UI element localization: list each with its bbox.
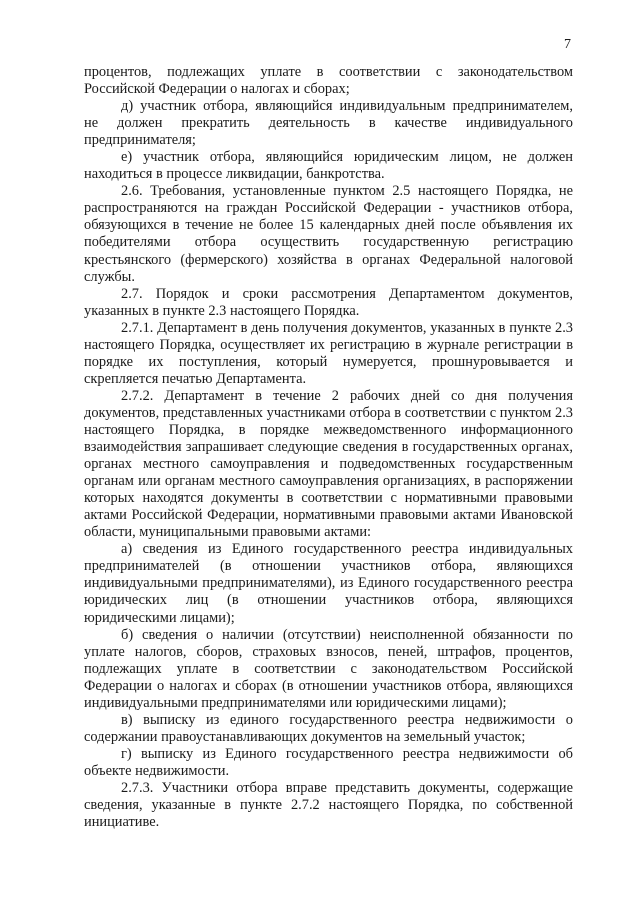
paragraph-item-d: д) участник отбора, являющийся индивидуальным предпринимателем, не должен прекратить деятельность в качестве индивидуального предпринимателя;	[84, 98, 573, 149]
paragraph-2-6: 2.6. Требования, установленные пунктом 2.5 настоящего Порядка, не распространяются на граждан Российской Федерации - участников отбора, обязующихся в течение не более 15 календарных дней после объявления их победителями отбора осуществить государственную регистрацию крестьянского (фермерского) хозяйства в органах Федеральной налоговой службы.	[84, 183, 573, 285]
paragraph-item-e: е) участник отбора, являющийся юридическим лицом, не должен находиться в процессе ликвидации, банкротства.	[84, 149, 573, 183]
paragraph-2-7-3: 2.7.3. Участники отбора вправе представить документы, содержащие сведения, указанные в пункте 2.7.2 настоящего Порядка, по собственной инициативе.	[84, 779, 573, 831]
paragraph-item-b: б) сведения о наличии (отсутствии) неисполненной обязанности по уплате налогов, сборов, страховых взносов, пеней, штрафов, процентов, подлежащих уплате в соответствии с законодательством Российской Федерации о налогах и сборах (в отношении участников отбора, являющихся индивидуальными предпринимателями или юридическими лицами);	[84, 626, 573, 711]
paragraph-2-7-1: 2.7.1. Департамент в день получения документов, указанных в пункте 2.3 настоящего Порядка, осуществляет их регистрацию в журнале регистрации в порядке их поступления, который нумеруется, прошнуровывается и скрепляется печатью Департамента.	[84, 319, 573, 387]
paragraph-item-v: в) выписку из единого государственного реестра недвижимости о содержании правоустанавливающих документов на земельный участок;	[84, 711, 573, 745]
page-number: 7	[564, 37, 571, 52]
paragraph-continuation: процентов, подлежащих уплате в соответствии с законодательством Российской Федерации о налогах и сборах;	[84, 64, 573, 98]
paragraph-item-a: а) сведения из Единого государственного реестра индивидуальных предпринимателей (в отношении участников отбора, являющихся индивидуальными предпринимателями), из Единого государственного реестра юридических лиц (в отношении участников отбора, являющихся юридическими лицами);	[84, 541, 573, 626]
paragraph-2-7-2: 2.7.2. Департамент в течение 2 рабочих дней со дня получения документов, представленных участниками отбора в соответствии с пунктом 2.3 настоящего Порядка, в порядке межведомственного информационного взаимодействия запрашивает следующие сведения в государственных органах, органах местного самоуправления и подведомственных государственным органам или органам местного самоуправления организациях, в распоряжении которых находятся документы в соответствии с нормативными правовыми актами Российской Федерации, нормативными правовыми актами Ивановской области, муниципальными правовыми актами:	[84, 387, 573, 541]
document-body	[84, 64, 573, 831]
paragraph-item-g: г) выписку из Единого государственного реестра недвижимости об объекте недвижимости.	[84, 745, 573, 779]
paragraph-2-7: 2.7. Порядок и сроки рассмотрения Департаментом документов, указанных в пункте 2.3 настоящего Порядка.	[84, 285, 573, 319]
